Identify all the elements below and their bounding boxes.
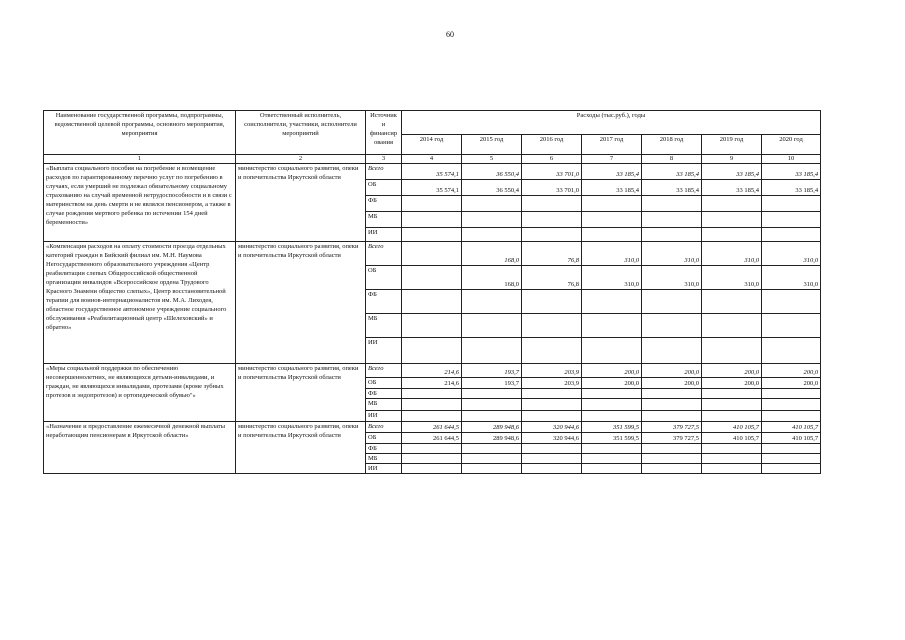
amount-cell: [402, 242, 462, 266]
amount-cell: [462, 338, 522, 364]
amount-cell: [402, 314, 462, 338]
funding-source: ОБ: [366, 180, 402, 196]
amount-cell: [462, 314, 522, 338]
amount-cell: 193,7: [462, 378, 522, 389]
amount-cell: 33 185,4: [702, 180, 762, 196]
amount-cell: [762, 444, 821, 454]
column-number: 6: [522, 155, 582, 164]
amount-cell: [582, 399, 642, 411]
amount-cell: 203,9: [522, 364, 582, 378]
table-row: [44, 164, 821, 180]
amount-cell: 310,0: [762, 266, 821, 290]
amount-cell: [642, 444, 702, 454]
funding-source: ИИ: [366, 411, 402, 422]
amount-cell: 351 599,5: [582, 433, 642, 444]
funding-source: МБ: [366, 454, 402, 464]
amount-cell: 379 727,5: [642, 422, 702, 433]
amount-cell: 203,9: [522, 378, 582, 389]
amount-cell: 33 185,4: [582, 164, 642, 180]
amount-cell: 200,0: [642, 364, 702, 378]
amount-cell: 33 701,0: [522, 180, 582, 196]
amount-cell: 310,0: [642, 242, 702, 266]
executor: министерство социального развития, опеки и попечительства Иркутской области: [236, 242, 366, 364]
amount-cell: 33 185,4: [642, 164, 702, 180]
funding-source: Всего: [366, 164, 402, 180]
column-number: 2: [236, 155, 366, 164]
amount-cell: [462, 444, 522, 454]
amount-cell: 310,0: [582, 266, 642, 290]
amount-cell: 33 185,4: [762, 164, 821, 180]
amount-cell: [642, 196, 702, 212]
amount-cell: [702, 444, 762, 454]
amount-cell: [522, 212, 582, 228]
amount-cell: [522, 399, 582, 411]
amount-cell: 33 701,0: [522, 164, 582, 180]
amount-cell: [522, 290, 582, 314]
amount-cell: [642, 228, 702, 242]
column-number: 10: [762, 155, 821, 164]
measure-name: «Выплата социального пособия на погребение и возмещение расходов по гарантированному перечню услуг по погребению в случаях, если умерший не подлежал обязательному социальному страхованию на случай временной нетрудоспособности и в связи с материнством на день смерти и не являлся пенсионером, а также в случае рождения мертвого ребенка по истечении 154 дней беременности»: [44, 164, 236, 242]
amount-cell: 351 599,5: [582, 422, 642, 433]
amount-cell: [642, 454, 702, 464]
header-year: 2018 год: [642, 135, 702, 155]
amount-cell: 35 574,1: [402, 164, 462, 180]
amount-cell: [642, 389, 702, 399]
header-year: 2015 год: [462, 135, 522, 155]
amount-cell: [522, 196, 582, 212]
amount-cell: 168,0: [462, 266, 522, 290]
amount-cell: [582, 196, 642, 212]
financing-table: [43, 110, 821, 474]
amount-cell: [402, 444, 462, 454]
column-number: 8: [642, 155, 702, 164]
amount-cell: [642, 338, 702, 364]
amount-cell: [402, 454, 462, 464]
amount-cell: [522, 228, 582, 242]
amount-cell: [642, 212, 702, 228]
executor: министерство социального развития, опеки и попечительства Иркутской области: [236, 364, 366, 422]
amount-cell: 33 185,4: [762, 180, 821, 196]
amount-cell: 261 644,5: [402, 422, 462, 433]
amount-cell: [702, 454, 762, 464]
amount-cell: [582, 444, 642, 454]
amount-cell: 289 948,6: [462, 422, 522, 433]
amount-cell: [702, 338, 762, 364]
funding-source: Всего: [366, 242, 402, 266]
amount-cell: [582, 338, 642, 364]
amount-cell: [582, 454, 642, 464]
header-year: 2016 год: [522, 135, 582, 155]
amount-cell: [462, 196, 522, 212]
measure-name: «Компенсация расходов на оплату стоимости проезда отдельных категорий граждан в Бийский филиал им. М.Н. Наумова Негосударственного образовательного учреждения «Центр реабилитации слепых Общероссийской общественной организации инвалидов «Всероссийское ордена Трудового Красного Знамени общество слепых», Центр восстановительной терапии для воинов-интернационалистов им. М.А. Лиходея, областное государственное автономное учреждение социального обслуживания «Реабилитационный центр «Шелеховский» и обратно»: [44, 242, 236, 364]
amount-cell: 76,8: [522, 242, 582, 266]
amount-cell: 200,0: [702, 378, 762, 389]
amount-cell: 193,7: [462, 364, 522, 378]
amount-cell: [702, 314, 762, 338]
amount-cell: [642, 464, 702, 474]
amount-cell: [762, 454, 821, 464]
header-year: 2017 год: [582, 135, 642, 155]
amount-cell: [402, 266, 462, 290]
amount-cell: [582, 389, 642, 399]
column-number: 1: [44, 155, 236, 164]
amount-cell: [762, 228, 821, 242]
funding-source: ИИ: [366, 464, 402, 474]
amount-cell: 200,0: [642, 378, 702, 389]
amount-cell: [462, 212, 522, 228]
amount-cell: [522, 314, 582, 338]
amount-cell: [522, 444, 582, 454]
amount-cell: 200,0: [582, 364, 642, 378]
amount-cell: [462, 464, 522, 474]
funding-source: МБ: [366, 212, 402, 228]
amount-cell: [642, 314, 702, 338]
amount-cell: 200,0: [762, 378, 821, 389]
amount-cell: 310,0: [702, 266, 762, 290]
amount-cell: 36 550,4: [462, 180, 522, 196]
amount-cell: [702, 212, 762, 228]
amount-cell: 379 727,5: [642, 433, 702, 444]
amount-cell: 410 105,7: [762, 433, 821, 444]
header-source: Источник и финансир ования: [366, 111, 402, 155]
amount-cell: 214,6: [402, 378, 462, 389]
amount-cell: 168,0: [462, 242, 522, 266]
funding-source: ОБ: [366, 266, 402, 290]
header-year: 2014 год: [402, 135, 462, 155]
amount-cell: [582, 411, 642, 422]
amount-cell: [642, 411, 702, 422]
amount-cell: 410 105,7: [762, 422, 821, 433]
amount-cell: [402, 196, 462, 212]
amount-cell: [582, 290, 642, 314]
table-row: [44, 242, 821, 266]
amount-cell: [522, 464, 582, 474]
amount-cell: [402, 389, 462, 399]
executor: министерство социального развития, опеки и попечительства Иркутской области: [236, 164, 366, 242]
amount-cell: [582, 212, 642, 228]
measure-name: «Назначение и предоставление ежемесячной денежной выплаты неработающим пенсионерам в Иркутской области»: [44, 422, 236, 474]
amount-cell: 320 944,6: [522, 433, 582, 444]
table-row: [44, 364, 821, 378]
funding-source: ИИ: [366, 338, 402, 364]
table-row: [44, 422, 821, 433]
amount-cell: [762, 399, 821, 411]
amount-cell: [702, 196, 762, 212]
amount-cell: [402, 411, 462, 422]
amount-cell: [462, 411, 522, 422]
page-number: 60: [446, 30, 454, 39]
amount-cell: [762, 389, 821, 399]
amount-cell: [702, 389, 762, 399]
amount-cell: [462, 228, 522, 242]
funding-source: Всего: [366, 364, 402, 378]
amount-cell: [642, 399, 702, 411]
amount-cell: [762, 411, 821, 422]
header-expenses: Расходы (тыс.руб.), годы: [402, 111, 821, 135]
funding-source: ОБ: [366, 378, 402, 389]
amount-cell: [462, 389, 522, 399]
amount-cell: [402, 338, 462, 364]
column-number: 3: [366, 155, 402, 164]
funding-source: ОБ: [366, 433, 402, 444]
column-number: 9: [702, 155, 762, 164]
amount-cell: 214,6: [402, 364, 462, 378]
amount-cell: [642, 290, 702, 314]
amount-cell: 35 574,1: [402, 180, 462, 196]
amount-cell: [402, 228, 462, 242]
funding-source: ФБ: [366, 389, 402, 399]
amount-cell: [582, 228, 642, 242]
amount-cell: [762, 338, 821, 364]
amount-cell: [762, 290, 821, 314]
amount-cell: 76,8: [522, 266, 582, 290]
amount-cell: [762, 212, 821, 228]
amount-cell: 310,0: [582, 242, 642, 266]
amount-cell: [522, 454, 582, 464]
amount-cell: [702, 464, 762, 474]
amount-cell: 310,0: [762, 242, 821, 266]
funding-source: МБ: [366, 314, 402, 338]
header-executor: Ответственный исполнитель, соисполнители, участники, исполнители мероприятий: [236, 111, 366, 155]
funding-source: МБ: [366, 399, 402, 411]
header-year: 2020 год: [762, 135, 821, 155]
amount-cell: 33 185,4: [642, 180, 702, 196]
column-numbers-row: [44, 155, 821, 164]
column-number: 7: [582, 155, 642, 164]
amount-cell: 410 105,7: [702, 422, 762, 433]
amount-cell: 200,0: [702, 364, 762, 378]
column-number: 5: [462, 155, 522, 164]
amount-cell: [582, 464, 642, 474]
amount-cell: [762, 196, 821, 212]
amount-cell: [402, 290, 462, 314]
amount-cell: 33 185,4: [702, 164, 762, 180]
amount-cell: 200,0: [582, 378, 642, 389]
amount-cell: [582, 314, 642, 338]
amount-cell: 36 550,4: [462, 164, 522, 180]
amount-cell: [402, 399, 462, 411]
amount-cell: [702, 290, 762, 314]
amount-cell: [522, 338, 582, 364]
executor: министерство социального развития, опеки и попечительства Иркутской области: [236, 422, 366, 474]
amount-cell: 289 948,6: [462, 433, 522, 444]
amount-cell: [702, 411, 762, 422]
amount-cell: 310,0: [642, 266, 702, 290]
amount-cell: [402, 464, 462, 474]
amount-cell: [522, 411, 582, 422]
funding-source: ФБ: [366, 444, 402, 454]
amount-cell: [402, 212, 462, 228]
funding-source: ИИ: [366, 228, 402, 242]
header-name: Наименование государственной программы, подпрограммы, ведомственной целевой программы, основного мероприятия, мероприятия: [44, 111, 236, 155]
amount-cell: 33 185,4: [582, 180, 642, 196]
funding-source: Всего: [366, 422, 402, 433]
amount-cell: 310,0: [702, 242, 762, 266]
financing-table-body: [44, 164, 821, 474]
amount-cell: [522, 389, 582, 399]
amount-cell: 200,0: [762, 364, 821, 378]
amount-cell: [702, 228, 762, 242]
amount-cell: [762, 464, 821, 474]
header-year: 2019 год: [702, 135, 762, 155]
funding-source: ФБ: [366, 290, 402, 314]
amount-cell: 410 105,7: [702, 433, 762, 444]
column-number: 4: [402, 155, 462, 164]
amount-cell: [462, 290, 522, 314]
amount-cell: [462, 399, 522, 411]
amount-cell: [762, 314, 821, 338]
amount-cell: [462, 454, 522, 464]
amount-cell: [702, 399, 762, 411]
amount-cell: 320 944,6: [522, 422, 582, 433]
funding-source: ФБ: [366, 196, 402, 212]
amount-cell: 261 644,5: [402, 433, 462, 444]
measure-name: «Меры социальной поддержки по обеспечению несовершеннолетних, не являющихся детьми-инвалидами, и граждан, не являющихся инвалидами, протезами (кроме зубных протезов и эндопротезов) и ортопедической обувью"»: [44, 364, 236, 422]
